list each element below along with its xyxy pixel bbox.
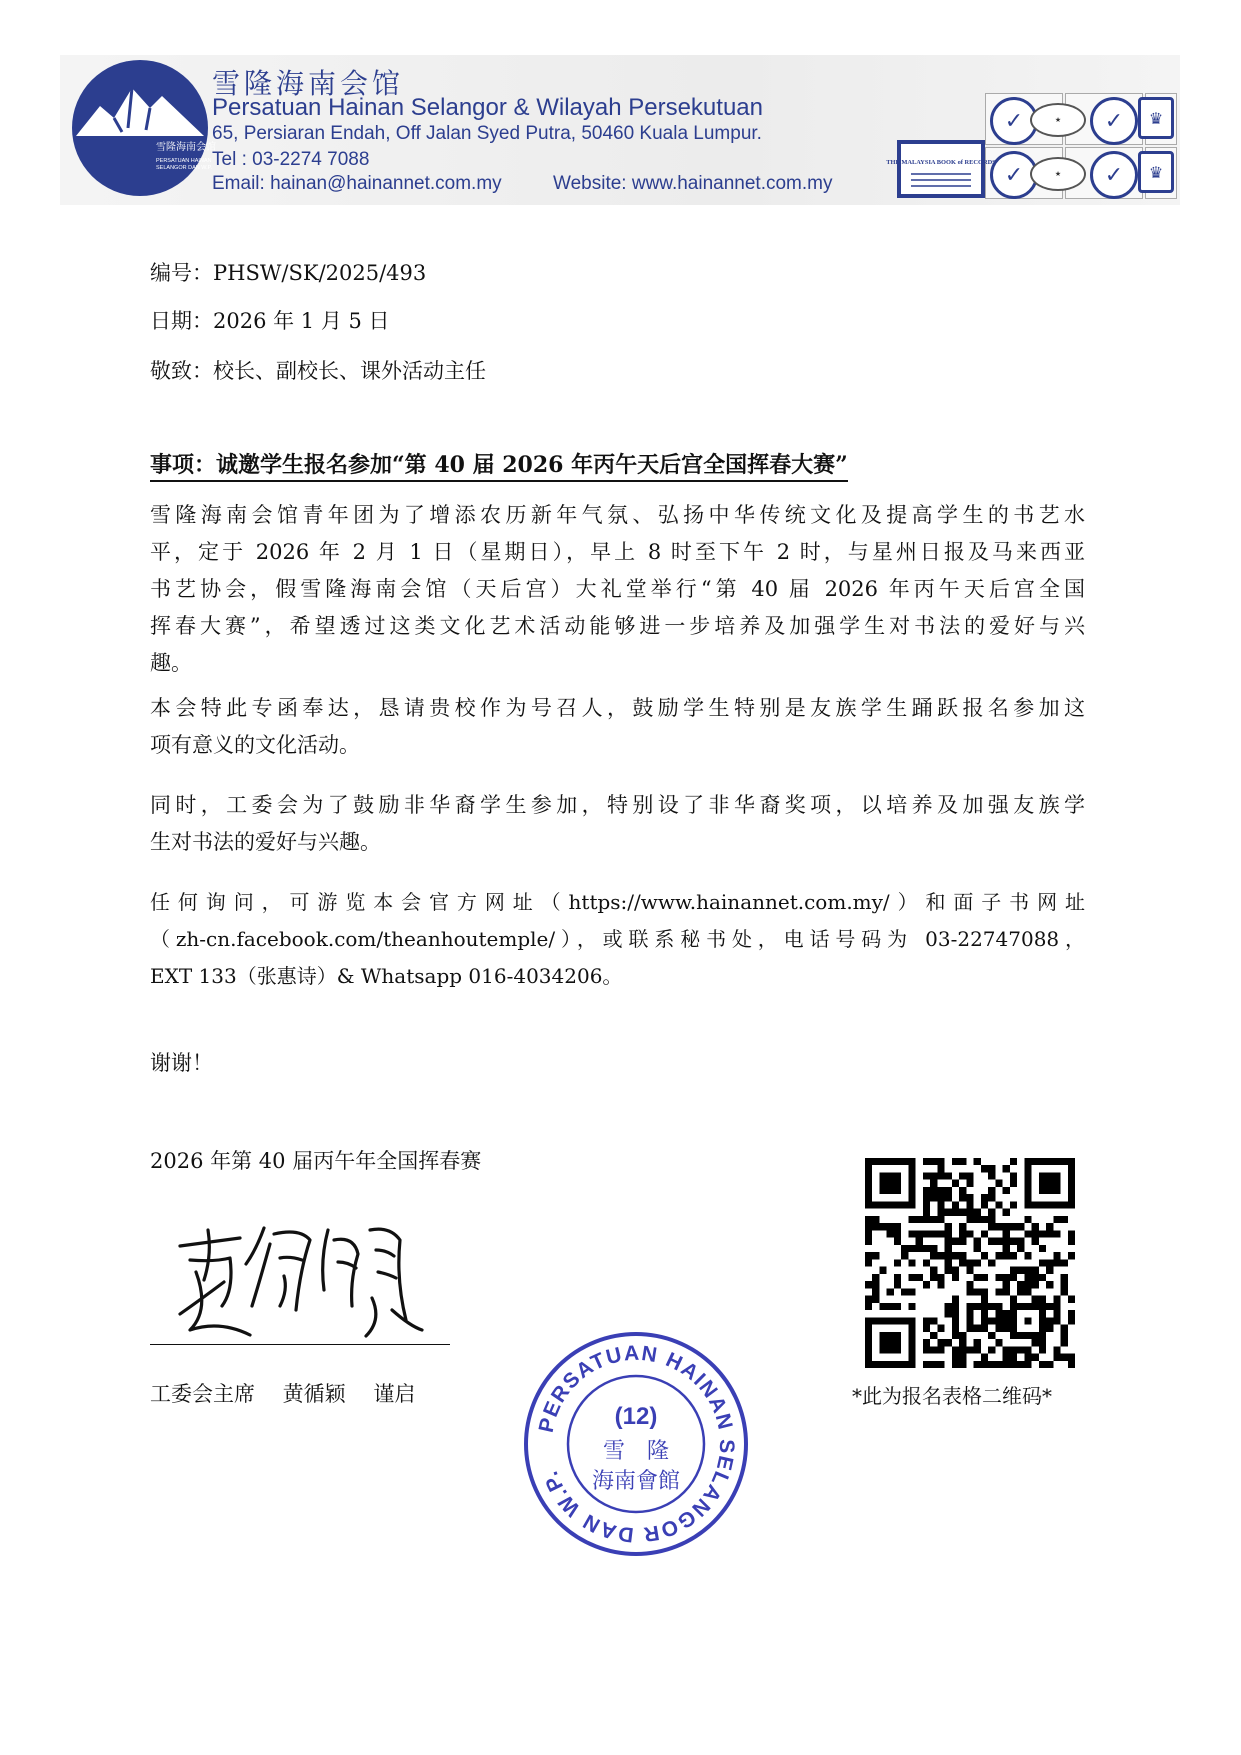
paragraph-line: 项有意义的文化活动。	[150, 733, 360, 757]
org-website: Website: www.hainannet.com.my	[553, 173, 833, 194]
recipients: 敬致：校长、副校长、课外活动主任	[150, 359, 486, 383]
org-email: Email: hainan@hainannet.com.my	[212, 173, 502, 194]
svg-text:(12): (12)	[614, 1403, 658, 1430]
paragraph-line: 书艺协会，假雪隆海南会馆（天后宫）大礼堂举行“第 40 届 2026 年丙午天后宫全国	[150, 577, 1085, 601]
thanks: 谢谢！	[150, 1051, 213, 1075]
org-address: 65, Persiaran Endah, Off Jalan Syed Putra, 50460 Kuala Lumpur.	[212, 123, 762, 144]
paragraph-line: 生对书法的爱好与兴趣。	[150, 830, 381, 854]
paragraph-line: 同时，工委会为了鼓励非华裔学生参加，特别设了非华裔奖项，以培养及加强友族学	[150, 793, 1085, 817]
sgs-check-icon: ✓	[990, 151, 1038, 199]
sgs-check-icon: ✓	[1090, 97, 1138, 145]
event-name: 2026 年第 40 届丙午年全国挥春赛	[150, 1149, 482, 1173]
qr-caption: *此为报名表格二维码*	[852, 1384, 1052, 1408]
standards-icon: ★	[1030, 157, 1086, 191]
association-logo	[70, 58, 216, 198]
signer-name: 工委会主席 黄循颖 谨启	[150, 1382, 416, 1406]
paragraph-line: 本会特此专函奉达，恳请贵校作为号召人，鼓励学生特别是友族学生踊跃报名参加这	[150, 696, 1085, 720]
paragraph-line: 平，定于 2026 年 2 月 1 日（星期日），早上 8 时至下午 2 时，与星州日报及马来西亚	[150, 540, 1085, 564]
svg-text:海南會館: 海南會館	[591, 1469, 681, 1494]
paragraph-line: 任何询问，可游览本会官方网址（https://www.hainannet.com.my/）和面子书网址	[150, 890, 1085, 914]
paragraph-contact	[150, 884, 1085, 995]
standards-icon: ★	[1030, 103, 1086, 137]
ukas-crown-icon: ♛	[1138, 97, 1174, 139]
registration-qr-code[interactable]	[865, 1158, 1075, 1368]
signature-line	[150, 1344, 450, 1345]
paragraph-request	[150, 690, 1085, 764]
paragraph-line: 挥春大赛”，希望透过这类文化艺术活动能够进一步培养及加强学生对书法的爱好与兴	[150, 614, 1085, 638]
paragraph-line: EXT 133（张惠诗）& Whatsapp 016-4034206。	[150, 964, 623, 988]
paragraph-award	[150, 787, 1085, 861]
svg-text:THE MALAYSIA BOOK of RECORDS: THE MALAYSIA BOOK of RECORDS	[886, 159, 996, 166]
subject-line: 事项：诚邀学生报名参加“第 40 届 2026 年丙午天后宫全国挥春大赛”	[150, 448, 848, 482]
ukas-crown-icon: ♛	[1138, 151, 1174, 193]
svg-text:SELANGOR DAN W.P.: SELANGOR DAN W.P.	[156, 165, 213, 171]
paragraph-line: 雪隆海南会馆青年团为了增添农历新年气氛、弘扬中华传统文化及提高学生的书艺水	[150, 503, 1085, 527]
svg-text:PERSATUAN HAINAN: PERSATUAN HAINAN	[156, 158, 212, 164]
svg-text:PERSATUAN HAINAN SELANGOR DAN: PERSATUAN HAINAN SELANGOR DAN W.P.	[534, 1341, 739, 1547]
handwritten-signature	[160, 1210, 430, 1350]
org-telephone: Tel : 03-2274 7088	[212, 149, 370, 170]
malaysia-book-of-records-badge	[886, 140, 996, 198]
paragraph-line: （zh-cn.facebook.com/theanhoutemple/），或联系秘书处，电话号码为 03-22747088，	[150, 927, 1085, 951]
svg-text:雪隆海南会馆: 雪隆海南会馆	[156, 142, 216, 153]
reference-number: 编号：PHSW/SK/2025/493	[150, 261, 427, 285]
official-stamp	[522, 1330, 750, 1558]
org-name-english: Persatuan Hainan Selangor & Wilayah Persekutuan	[212, 94, 763, 121]
paragraph-line: 趣。	[150, 651, 192, 675]
letter-date: 日期：2026 年 1 月 5 日	[150, 309, 390, 333]
svg-text:雪 隆: 雪 隆	[602, 1439, 670, 1464]
sgs-check-icon: ✓	[1090, 151, 1138, 199]
org-name-chinese: 雪隆海南会馆	[212, 67, 405, 100]
paragraph-invitation	[150, 497, 1085, 682]
sgs-check-icon: ✓	[990, 97, 1038, 145]
